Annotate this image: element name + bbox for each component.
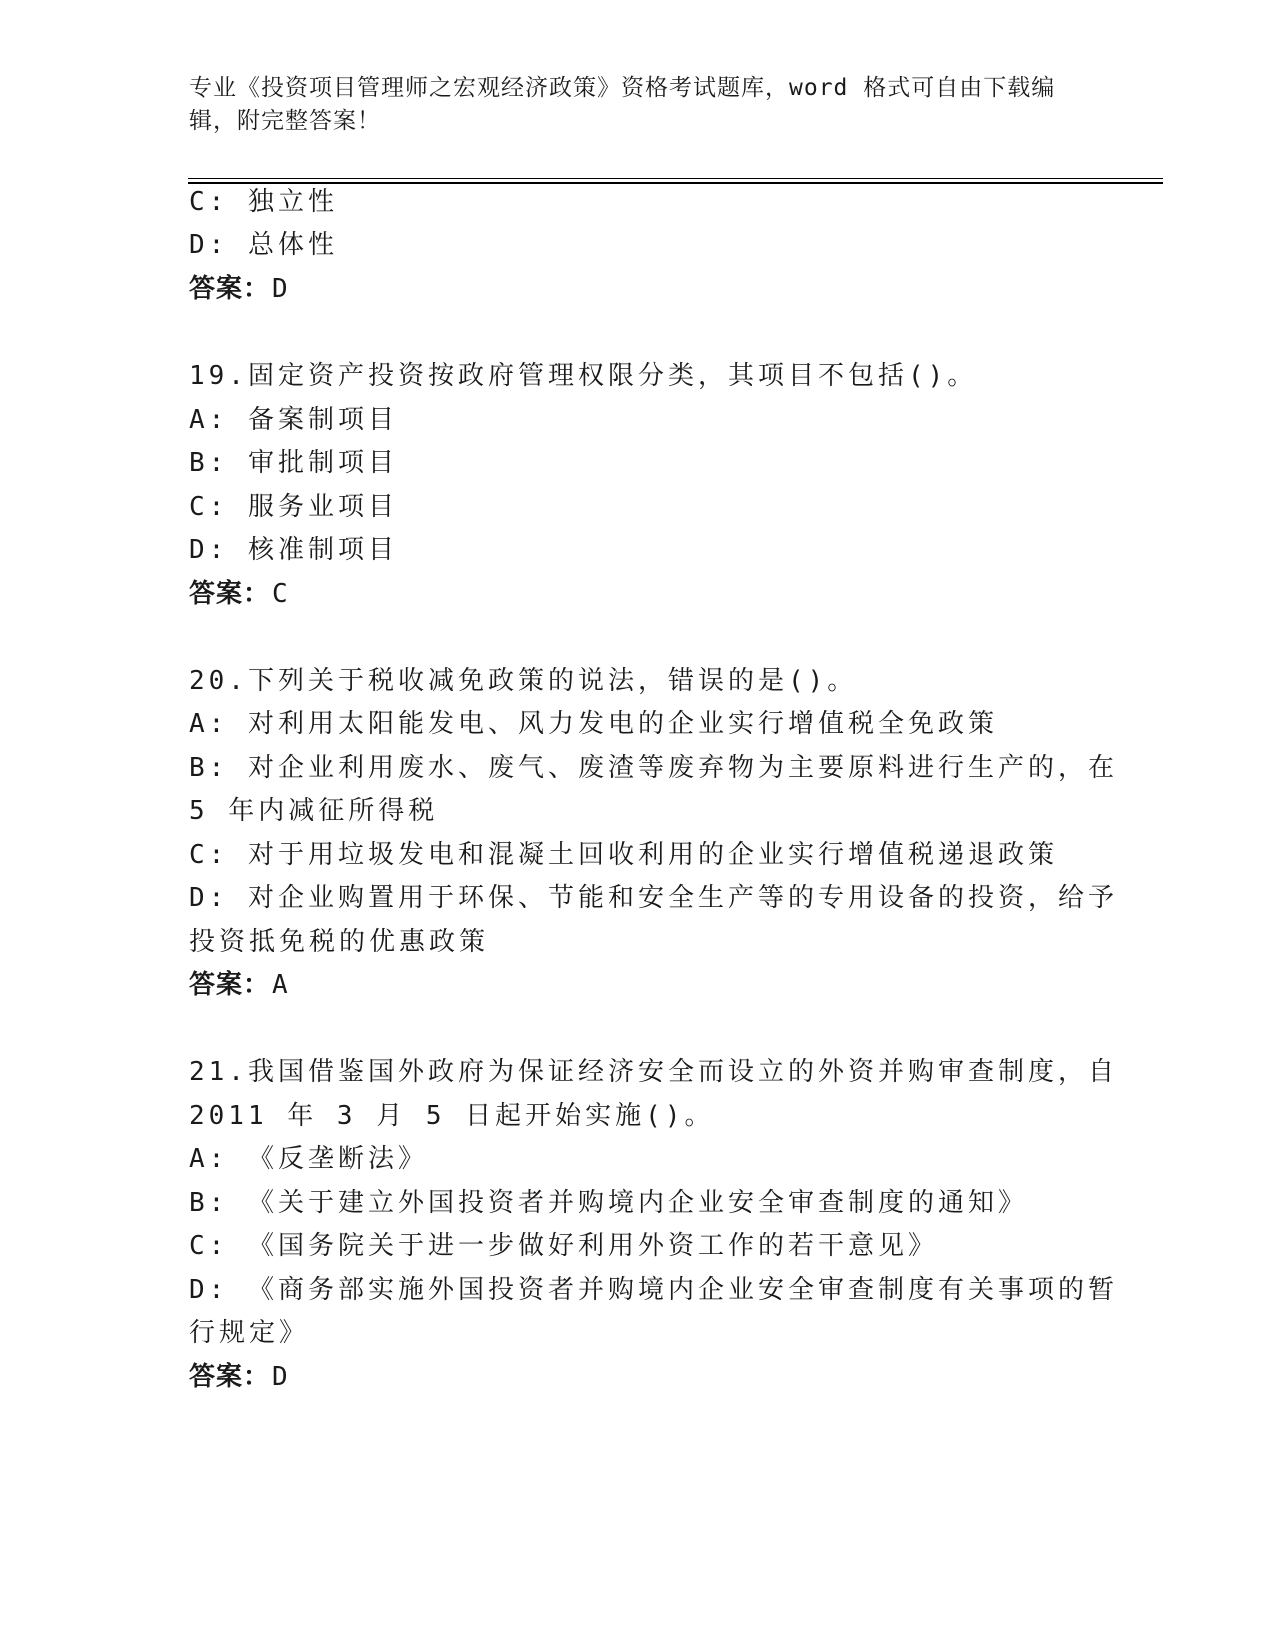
document-header bbox=[189, 72, 1089, 138]
q21-option-d-line-1: D: 《商务部实施外国投资者并购境内企业安全审查制度有关事项的暂 bbox=[189, 1275, 1118, 1305]
answer-label: 答案： bbox=[189, 970, 271, 1000]
prev-option-c: C: 独立性 bbox=[189, 187, 338, 217]
header-rule-thin bbox=[188, 178, 1163, 179]
answer-label: 答案： bbox=[189, 579, 271, 609]
q20-option-b-line-2: 5 年内减征所得税 bbox=[189, 796, 439, 826]
q19-answer bbox=[189, 576, 289, 612]
q20-option-c: C: 对于用垃圾发电和混凝土回收利用的企业实行增值税递退政策 bbox=[189, 840, 1058, 870]
q19-stem: 19.固定资产投资按政府管理权限分类，其项目不包括()。 bbox=[189, 361, 978, 391]
q20-option-d-line-2: 投资抵免税的优惠政策 bbox=[189, 927, 490, 957]
q19-option-a: A: 备案制项目 bbox=[189, 405, 398, 435]
answer-value: C bbox=[272, 579, 289, 609]
q20-option-d-line-1: D: 对企业购置用于环保、节能和安全生产等的专用设备的投资，给予 bbox=[189, 883, 1118, 913]
answer-label: 答案： bbox=[189, 274, 271, 304]
prev-option-d: D: 总体性 bbox=[189, 230, 338, 260]
q20-option-b-line-1: B: 对企业利用废水、废气、废渣等废弃物为主要原料进行生产的，在 bbox=[189, 753, 1118, 783]
answer-value: A bbox=[272, 970, 289, 1000]
answer-value: D bbox=[272, 1362, 289, 1392]
q21-stem-line-1: 21.我国借鉴国外政府为保证经济安全而设立的外资并购审查制度，自 bbox=[189, 1057, 1118, 1087]
q19-option-d: D: 核准制项目 bbox=[189, 535, 398, 565]
q21-stem-line-2: 2011 年 3 月 5 日起开始实施()。 bbox=[189, 1101, 715, 1131]
q21-option-b: B: 《关于建立外国投资者并购境内企业安全审查制度的通知》 bbox=[189, 1188, 1028, 1218]
q21-option-d-line-2: 行规定》 bbox=[189, 1318, 310, 1348]
q21-option-c: C: 《国务院关于进一步做好利用外资工作的若干意见》 bbox=[189, 1231, 938, 1261]
q21-answer bbox=[189, 1359, 289, 1395]
q21-option-a: A: 《反垄断法》 bbox=[189, 1144, 428, 1174]
header-line-2: 辑，附完整答案！ bbox=[189, 108, 381, 134]
answer-label: 答案： bbox=[189, 1362, 271, 1392]
q19-option-b: B: 审批制项目 bbox=[189, 448, 398, 478]
q19-option-c: C: 服务业项目 bbox=[189, 492, 398, 522]
q20-answer bbox=[189, 967, 289, 1003]
header-line-1: 专业《投资项目管理师之宏观经济政策》资格考试题库，word 格式可自由下载编 bbox=[189, 75, 1056, 101]
answer-value: D bbox=[272, 274, 289, 304]
q20-stem: 20.下列关于税收减免政策的说法，错误的是()。 bbox=[189, 666, 858, 696]
q20-option-a: A: 对利用太阳能发电、风力发电的企业实行增值税全免政策 bbox=[189, 709, 998, 739]
prev-answer bbox=[189, 271, 289, 307]
